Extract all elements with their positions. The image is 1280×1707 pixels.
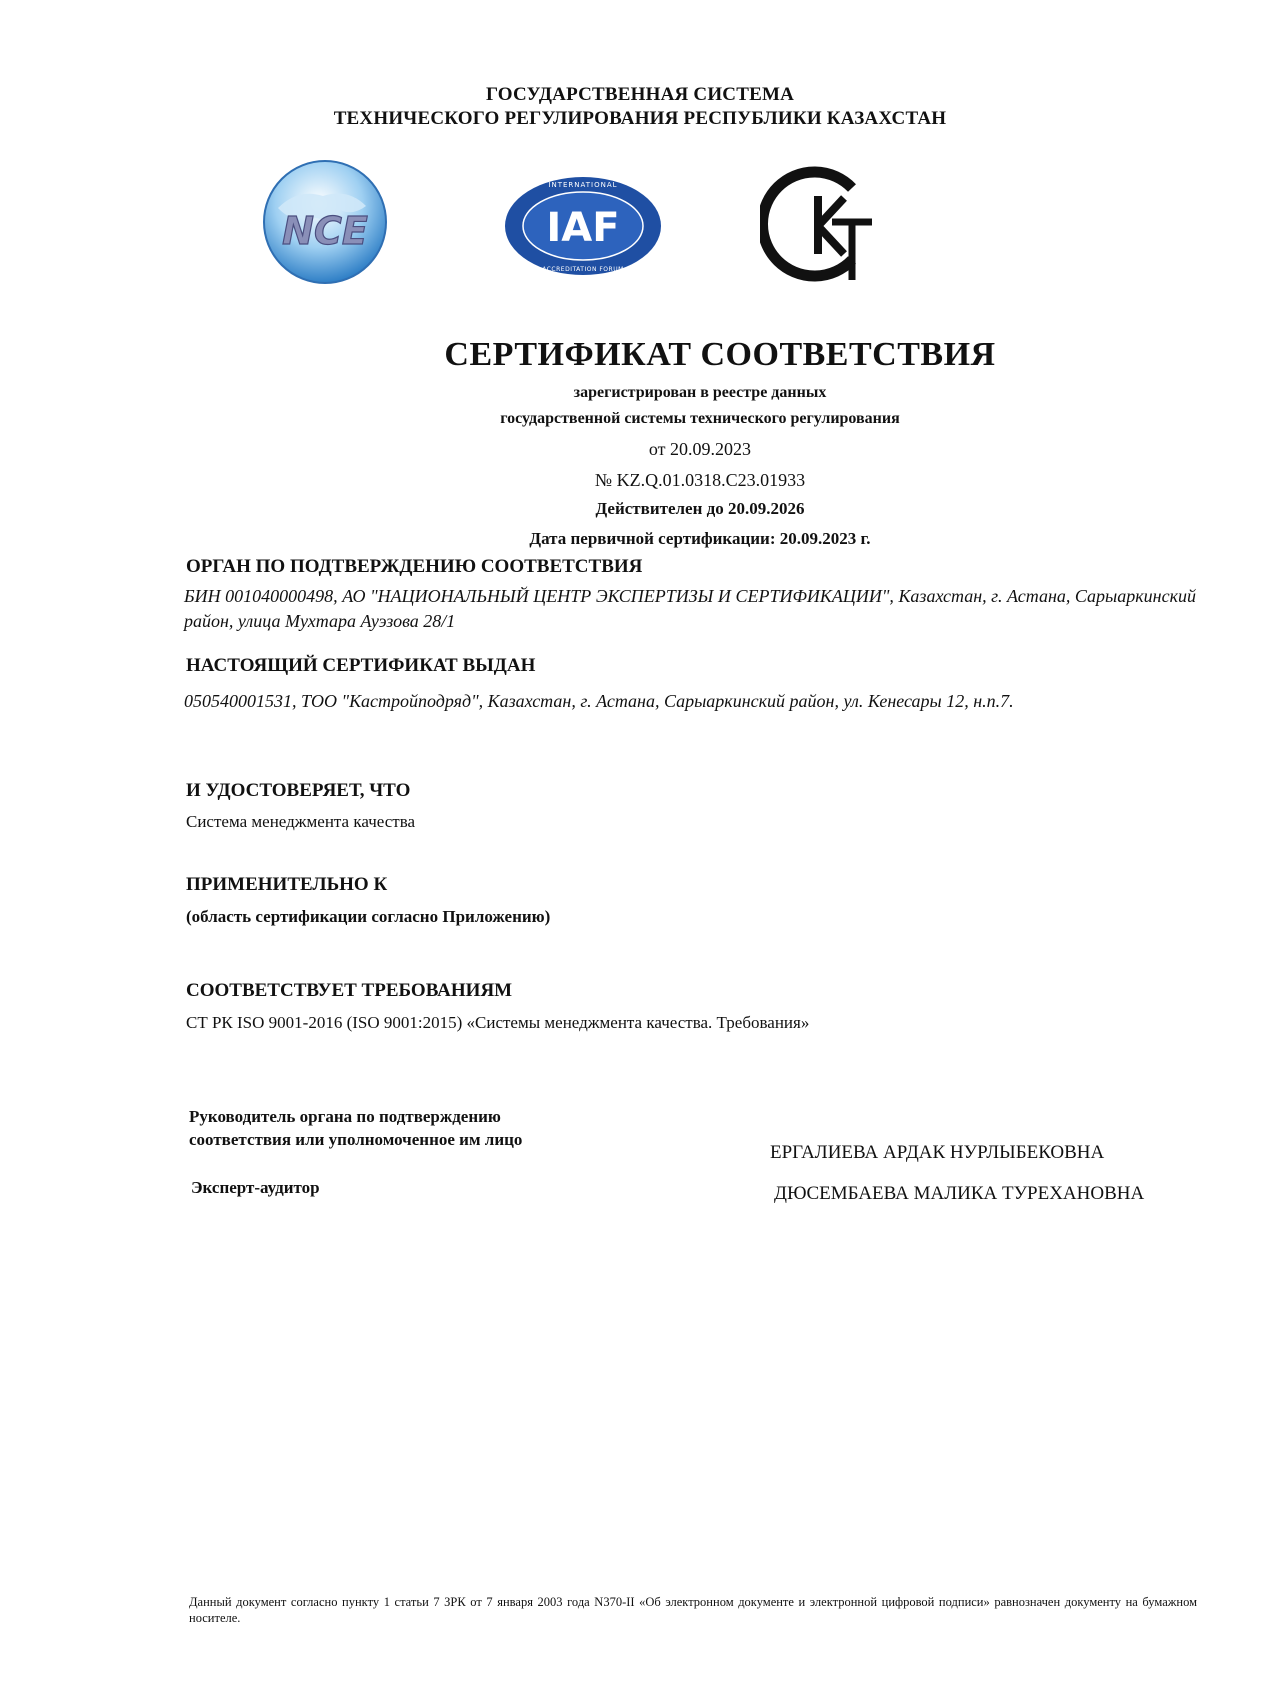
- footer-legal-note: Данный документ согласно пункту 1 статьи 7 ЗРК от 7 января 2003 года N370-II «Об электронном документе и электронной цифровой подписи» равнозначен документу на бумажном носителе.: [189, 1595, 1197, 1625]
- certifies-text: Система менеджмента качества: [186, 812, 416, 831]
- header-line-1: ГОСУДАРСТВЕННАЯ СИСТЕМА: [485, 84, 795, 105]
- applicable-heading: ПРИМЕНИТЕЛЬНО К: [186, 874, 388, 895]
- auditor-role: Эксперт-аудитор: [191, 1178, 320, 1197]
- auditor-name: ДЮСЕМБАЕВА МАЛИКА ТУРЕХАНОВНА: [774, 1183, 1145, 1204]
- certificate-number: № KZ.Q.01.0318.С23.01933: [594, 470, 806, 490]
- registered-line-1: зарегистрирован в реестре данных: [573, 384, 827, 401]
- body-org-text: БИН 001040000498, АО "НАЦИОНАЛЬНЫЙ ЦЕНТР ЭКСПЕРТИЗЫ И СЕРТИФИКАЦИИ", Казахстан, г. Астана, Сарыаркинский район, улица Мухтара Ауэзова 28/1: [184, 586, 1196, 631]
- certificate-date: от 20.09.2023: [648, 439, 752, 459]
- issued-to-text: 050540001531, ТОО "Кастройподряд", Казахстан, г. Астана, Сарыаркинский район, ул. Кенесары 12, н.п.7.: [184, 691, 1014, 711]
- ncs-globe-logo: [248, 158, 402, 286]
- issued-to-heading: НАСТОЯЩИЙ СЕРТИФИКАТ ВЫДАН: [186, 655, 536, 676]
- iaf-logo: [503, 175, 663, 277]
- ncs-logo-text: NCE: [282, 209, 368, 253]
- certifies-heading: И УДОСТОВЕРЯЕТ, ЧТО: [186, 780, 411, 801]
- initial-certification-date: Дата первичной сертификации: 20.09.2023 г.: [529, 529, 871, 548]
- svg-text:ACCREDITATION FORUM: ACCREDITATION FORUM: [542, 266, 624, 273]
- certificate-title: СЕРТИФИКАТ СООТВЕТСТВИЯ: [444, 336, 996, 373]
- body-org-heading: ОРГАН ПО ПОДТВЕРЖДЕНИЮ СООТВЕТСТВИЯ: [186, 556, 643, 577]
- valid-until: Действителен до 20.09.2026: [595, 499, 805, 518]
- requirements-text: СТ РК ISO 9001-2016 (ISO 9001:2015) «Системы менеджмента качества. Требования»: [186, 1013, 810, 1032]
- head-role-line-2: соответствия или уполномоченное им лицо: [189, 1130, 523, 1149]
- svg-text:INTERNATIONAL: INTERNATIONAL: [548, 181, 618, 189]
- head-role: [189, 1105, 522, 1151]
- registered-line-2: государственной системы технического регулирования: [500, 410, 900, 427]
- kz-conformity-mark: [760, 162, 880, 286]
- iaf-logo-text: IAF: [546, 205, 620, 251]
- head-role-line-1: Руководитель органа по подтверждению: [189, 1107, 501, 1126]
- head-name: ЕРГАЛИЕВА АРДАК НУРЛЫБЕКОВНА: [770, 1142, 1105, 1163]
- header-line-2: ТЕХНИЧЕСКОГО РЕГУЛИРОВАНИЯ РЕСПУБЛИКИ КАЗАХСТАН: [333, 108, 947, 129]
- requirements-heading: СООТВЕТСТВУЕТ ТРЕБОВАНИЯМ: [186, 980, 513, 1001]
- applicable-text: (область сертификации согласно Приложению): [186, 907, 551, 926]
